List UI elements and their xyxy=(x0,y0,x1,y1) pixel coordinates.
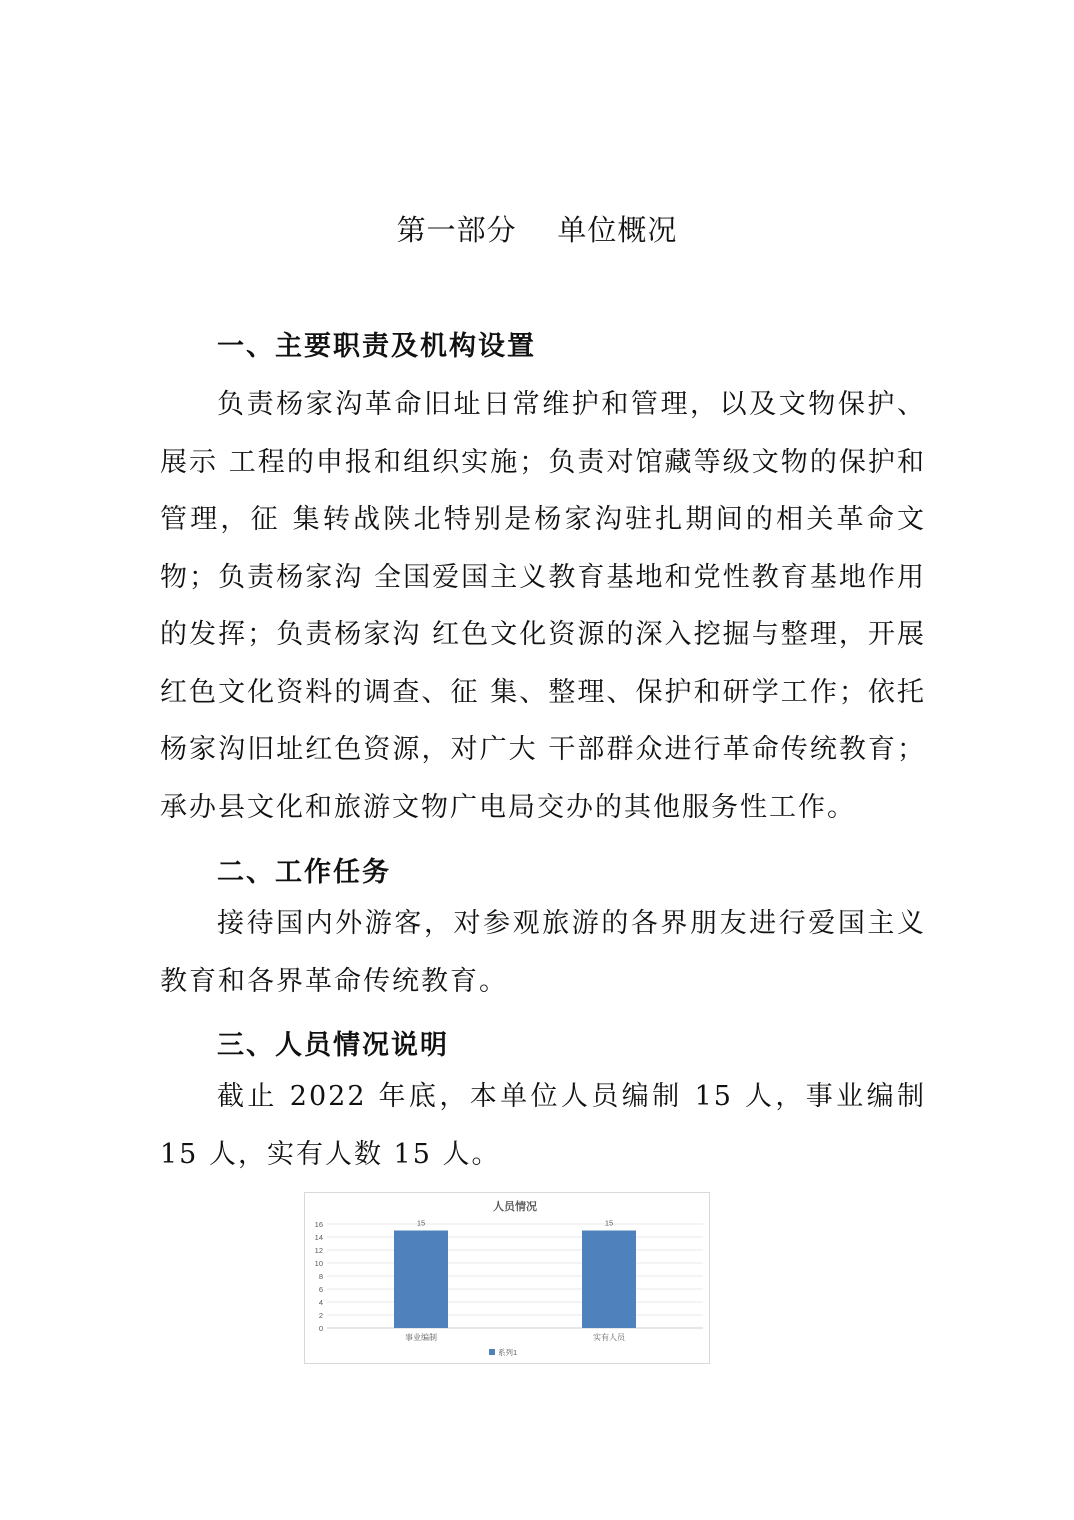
staff-bar-chart xyxy=(304,1192,710,1364)
section-heading-staff: 三、人员情况说明 xyxy=(217,1030,449,1061)
y-tick-label: 10 xyxy=(314,1259,323,1268)
legend-label: 系列1 xyxy=(498,1348,518,1357)
y-tick-label: 2 xyxy=(318,1311,323,1320)
y-tick-label: 0 xyxy=(318,1324,323,1333)
legend-swatch xyxy=(489,1349,495,1355)
x-tick-label: 实有人员 xyxy=(593,1333,625,1342)
y-tick-label: 6 xyxy=(318,1285,323,1294)
y-tick-label: 4 xyxy=(318,1298,323,1307)
section-body-staff: 截止 2022 年底，本单位人员编制 15 人，事业编制 15 人，实有人数 15 人。 xyxy=(160,1081,937,1170)
y-tick-label: 12 xyxy=(314,1246,323,1255)
page-title: 第一部分 单位概况 xyxy=(396,213,678,247)
data-label: 15 xyxy=(416,1218,426,1228)
bar xyxy=(394,1231,448,1329)
chart-title: 人员情况 xyxy=(493,1201,537,1213)
data-label: 15 xyxy=(604,1218,614,1228)
chart-svg xyxy=(305,1193,709,1363)
y-tick-label: 16 xyxy=(314,1220,323,1229)
section-heading-tasks: 二、工作任务 xyxy=(217,857,391,888)
section-body-tasks: 接待国内外游客，对参观旅游的各界朋友进行爱国主义教育和各界革命传统教育。 xyxy=(160,908,926,997)
y-tick-label: 8 xyxy=(318,1272,323,1281)
section-body-duties: 负责杨家沟革命旧址日常维护和管理，以及文物保护、展示 工程的申报和组织实施；负责对馆藏等级文物的保护和管理，征 集转战陕北特别是杨家沟驻扎期间的相关革命文物；负责杨家沟 全国爱国主义教育基地和党性教育基地作用的发挥；负责杨家沟 红色文化资源的深入挖掘与整理，开展红色文化资料的调查、征 集、整理、保护和研学工作；依托杨家沟旧址红色资源，对广大 干部群众进行革命传统教育；承办县文化和旅游文物广电局交办的其他服务性工作。 xyxy=(160,389,926,823)
x-tick-label: 事业编制 xyxy=(405,1333,437,1342)
y-tick-label: 14 xyxy=(314,1233,323,1242)
bar xyxy=(582,1231,636,1329)
section-heading-duties: 一、主要职责及机构设置 xyxy=(217,331,536,362)
